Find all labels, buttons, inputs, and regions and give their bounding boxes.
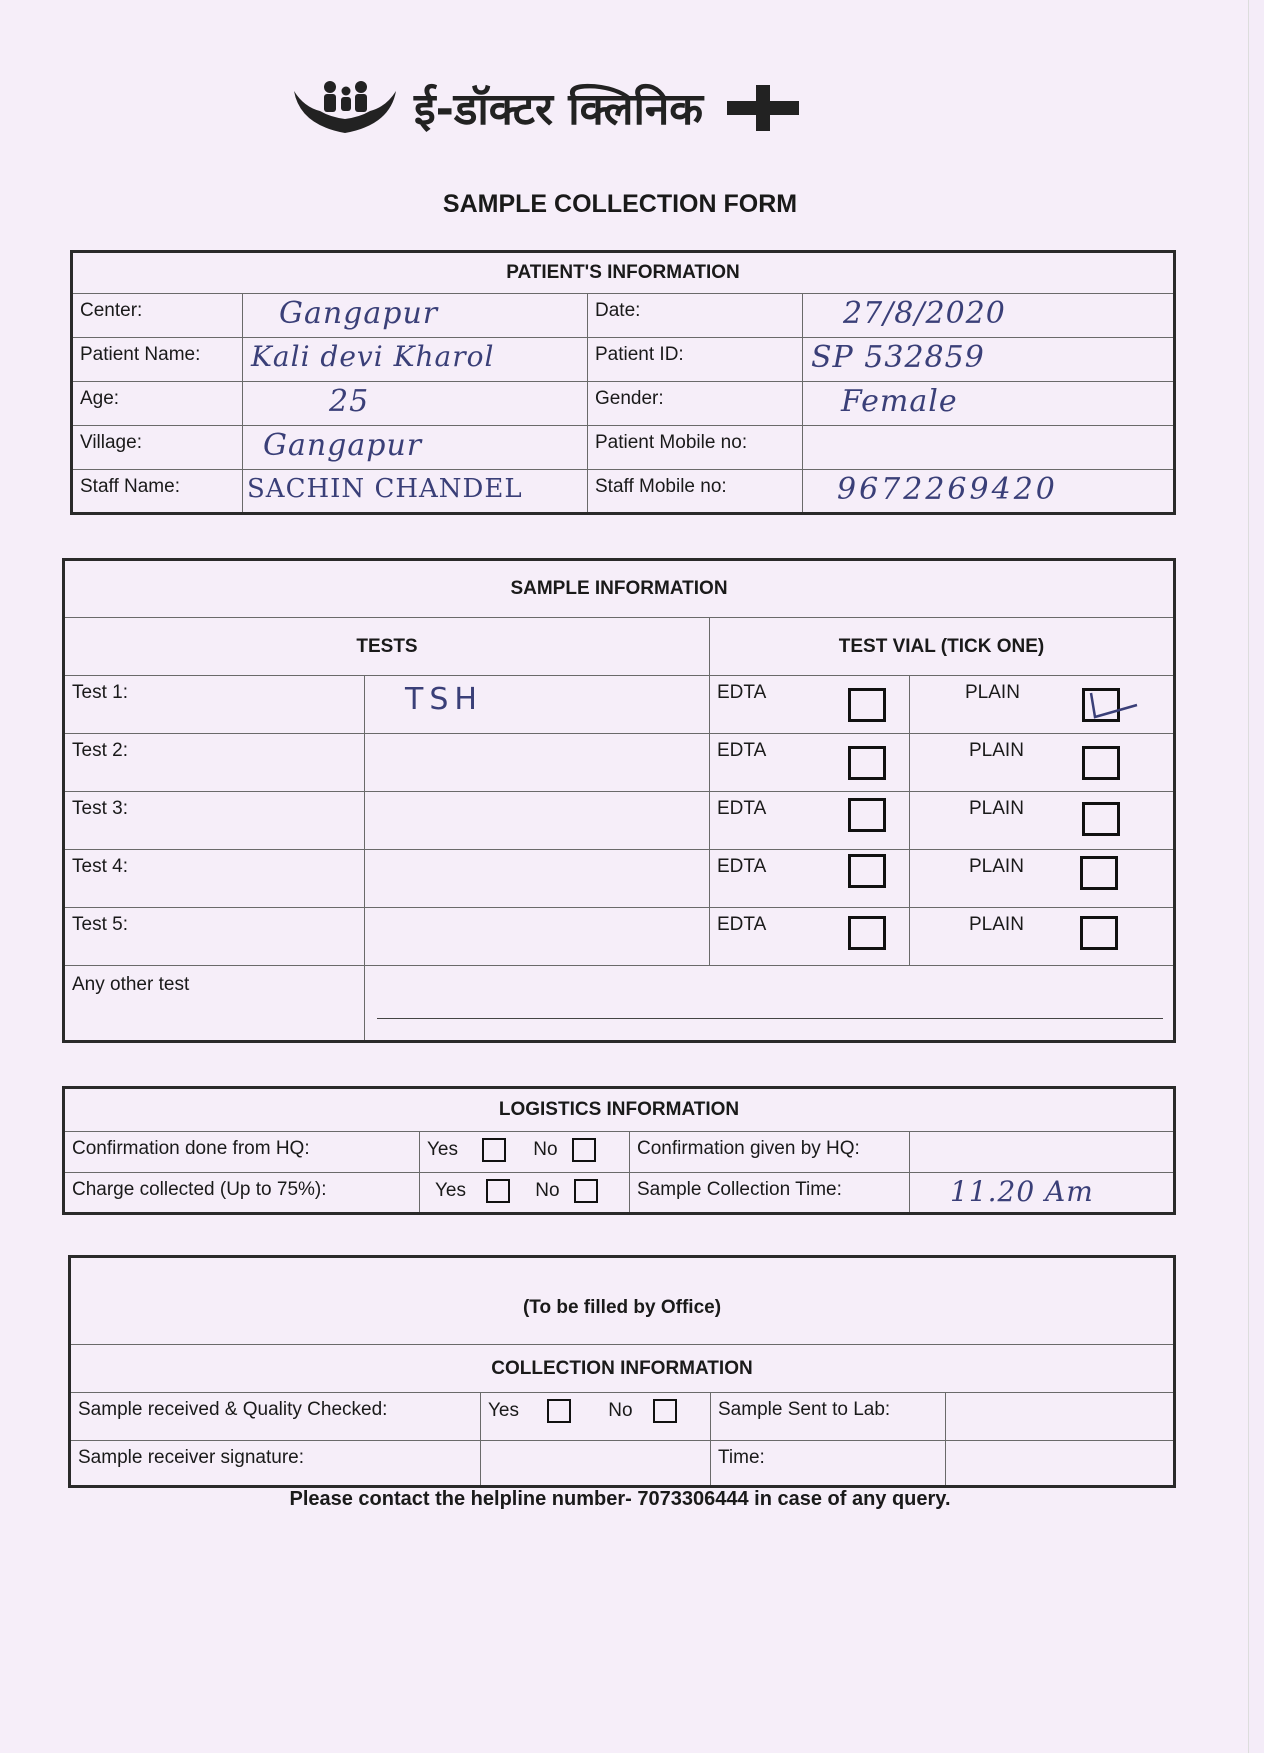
sample-sent-label: Sample Sent to Lab: — [718, 1399, 891, 1420]
test-1-label: Test 1: — [72, 682, 128, 703]
confirmation-hq-no-checkbox[interactable] — [572, 1138, 596, 1162]
collection-info-heading: COLLECTION INFORMATION — [70, 1345, 1175, 1393]
clinic-brand-name: ई-डॉक्टर क्लिनिक — [414, 84, 704, 135]
received-yes-checkbox[interactable] — [547, 1399, 571, 1423]
tests-header: TESTS — [64, 618, 710, 676]
test-3-plain-checkbox[interactable] — [1082, 802, 1120, 836]
patient-name-value: Kali devi Kharol — [251, 340, 495, 373]
patient-mobile-field[interactable] — [803, 426, 1175, 470]
confirmation-hq-label: Confirmation done from HQ: — [72, 1138, 310, 1159]
test-3-plain-label: PLAIN — [969, 798, 1024, 819]
patient-info-heading: PATIENT'S INFORMATION — [72, 252, 1175, 294]
patient-id-value: SP 532859 — [811, 340, 985, 375]
village-label: Village: — [80, 432, 142, 453]
staff-name-value: SACHIN CHANDEL — [247, 474, 523, 504]
logistics-table — [62, 1086, 1176, 1215]
staff-mobile-value: 9672269420 — [837, 472, 1058, 507]
test-5-plain-label: PLAIN — [969, 914, 1024, 935]
patient-name-label: Patient Name: — [80, 344, 201, 365]
test-3-label: Test 3: — [72, 798, 128, 819]
village-value: Gangapur — [263, 428, 423, 463]
test-1-field[interactable] — [365, 676, 710, 734]
sample-received-label: Sample received & Quality Checked: — [78, 1399, 388, 1420]
received-no-label: No — [608, 1400, 633, 1422]
age-label: Age: — [80, 388, 120, 409]
collection-time-office-label: Time: — [718, 1447, 765, 1468]
patient-name-field[interactable] — [243, 338, 588, 382]
table-row — [64, 908, 1175, 966]
receiver-signature-label: Sample receiver signature: — [78, 1447, 304, 1468]
collection-time-value: 11.20 Am — [950, 1175, 1094, 1208]
gender-value: Female — [841, 384, 958, 419]
helpline-note: Please contact the helpline number- 7073306444 in case of any query. — [289, 1488, 951, 1510]
gender-label: Gender: — [595, 388, 664, 409]
form-title: SAMPLE COLLECTION FORM — [442, 190, 798, 218]
charge-yes-checkbox[interactable] — [486, 1179, 510, 1203]
test-2-plain-checkbox[interactable] — [1082, 746, 1120, 780]
date-value: 27/8/2020 — [843, 296, 1006, 331]
staff-mobile-label: Staff Mobile no: — [595, 476, 727, 497]
confirmation-given-label: Confirmation given by HQ: — [637, 1138, 860, 1159]
collection-time-field[interactable] — [910, 1173, 1175, 1214]
table-row — [64, 850, 1175, 908]
village-field[interactable] — [243, 426, 588, 470]
confirmation-given-field[interactable] — [910, 1132, 1175, 1173]
test-5-label: Test 5: — [72, 914, 128, 935]
received-no-checkbox[interactable] — [653, 1399, 677, 1423]
sample-sent-field[interactable] — [946, 1393, 1175, 1441]
charge-yes-label: Yes — [435, 1180, 466, 1202]
table-row — [64, 792, 1175, 850]
confirmation-hq-yes-label: Yes — [427, 1139, 458, 1161]
caring-hands-logo-icon — [290, 77, 400, 137]
test-2-edta-label: EDTA — [717, 740, 767, 761]
test-2-edta-checkbox[interactable] — [848, 746, 886, 780]
other-test-label: Any other test — [72, 974, 190, 995]
test-2-field[interactable] — [365, 734, 710, 792]
test-3-edta-checkbox[interactable] — [848, 798, 886, 832]
test-4-plain-label: PLAIN — [969, 856, 1024, 877]
test-1-edta-checkbox[interactable] — [848, 688, 886, 722]
charge-collected-label: Charge collected (Up to 75%): — [72, 1179, 327, 1200]
other-test-field[interactable] — [365, 966, 1175, 1042]
charge-no-label: No — [535, 1180, 560, 1202]
sample-info-table — [62, 558, 1176, 1043]
confirmation-hq-yes-checkbox[interactable] — [482, 1138, 506, 1162]
staff-name-field[interactable] — [243, 470, 588, 514]
table-row — [64, 676, 1175, 734]
received-yes-label: Yes — [488, 1400, 519, 1422]
staff-name-label: Staff Name: — [80, 476, 180, 497]
test-4-edta-label: EDTA — [717, 856, 767, 877]
collection-info-table — [68, 1255, 1176, 1488]
test-4-plain-checkbox[interactable] — [1080, 856, 1118, 890]
test-4-field[interactable] — [365, 850, 710, 908]
test-1-plain-checkbox[interactable] — [1082, 688, 1120, 722]
charge-no-checkbox[interactable] — [574, 1179, 598, 1203]
test-5-edta-checkbox[interactable] — [848, 916, 886, 950]
test-1-plain-label: PLAIN — [965, 682, 1020, 703]
confirmation-hq-no-label: No — [533, 1139, 558, 1161]
test-1-value: TSH — [405, 682, 483, 717]
other-test-underline — [377, 1018, 1163, 1019]
center-value: Gangapur — [279, 296, 439, 331]
age-value: 25 — [329, 384, 370, 419]
patient-info-table — [70, 250, 1176, 515]
logistics-heading: LOGISTICS INFORMATION — [64, 1088, 1175, 1132]
test-vial-header: TEST VIAL (TICK ONE) — [710, 618, 1175, 676]
test-5-edta-label: EDTA — [717, 914, 767, 935]
test-3-edta-label: EDTA — [717, 798, 767, 819]
test-4-edta-checkbox[interactable] — [848, 854, 886, 888]
gender-field[interactable] — [803, 382, 1175, 426]
collection-time-office-field[interactable] — [946, 1441, 1175, 1487]
receiver-signature-field[interactable] — [481, 1441, 711, 1487]
collection-time-label: Sample Collection Time: — [637, 1179, 842, 1200]
age-field[interactable] — [243, 382, 588, 426]
test-5-plain-checkbox[interactable] — [1080, 916, 1118, 950]
patient-mobile-label: Patient Mobile no: — [595, 432, 748, 453]
test-2-plain-label: PLAIN — [969, 740, 1024, 761]
test-3-field[interactable] — [365, 792, 710, 850]
staff-mobile-field[interactable] — [803, 470, 1175, 514]
test-5-field[interactable] — [365, 908, 710, 966]
date-label: Date: — [595, 300, 641, 321]
medical-cross-icon — [727, 85, 799, 129]
office-note: (To be filled by Office) — [70, 1257, 1175, 1345]
sample-info-heading: SAMPLE INFORMATION — [64, 560, 1175, 618]
date-field[interactable] — [803, 294, 1175, 338]
tick-mark-icon — [1085, 687, 1145, 727]
center-label: Center: — [80, 300, 143, 321]
test-4-label: Test 4: — [72, 856, 128, 877]
test-2-label: Test 2: — [72, 740, 128, 761]
center-field[interactable] — [243, 294, 588, 338]
table-row — [64, 734, 1175, 792]
patient-id-field[interactable] — [803, 338, 1175, 382]
patient-id-label: Patient ID: — [595, 344, 684, 365]
test-1-edta-label: EDTA — [717, 682, 767, 703]
clinic-header — [290, 72, 960, 142]
